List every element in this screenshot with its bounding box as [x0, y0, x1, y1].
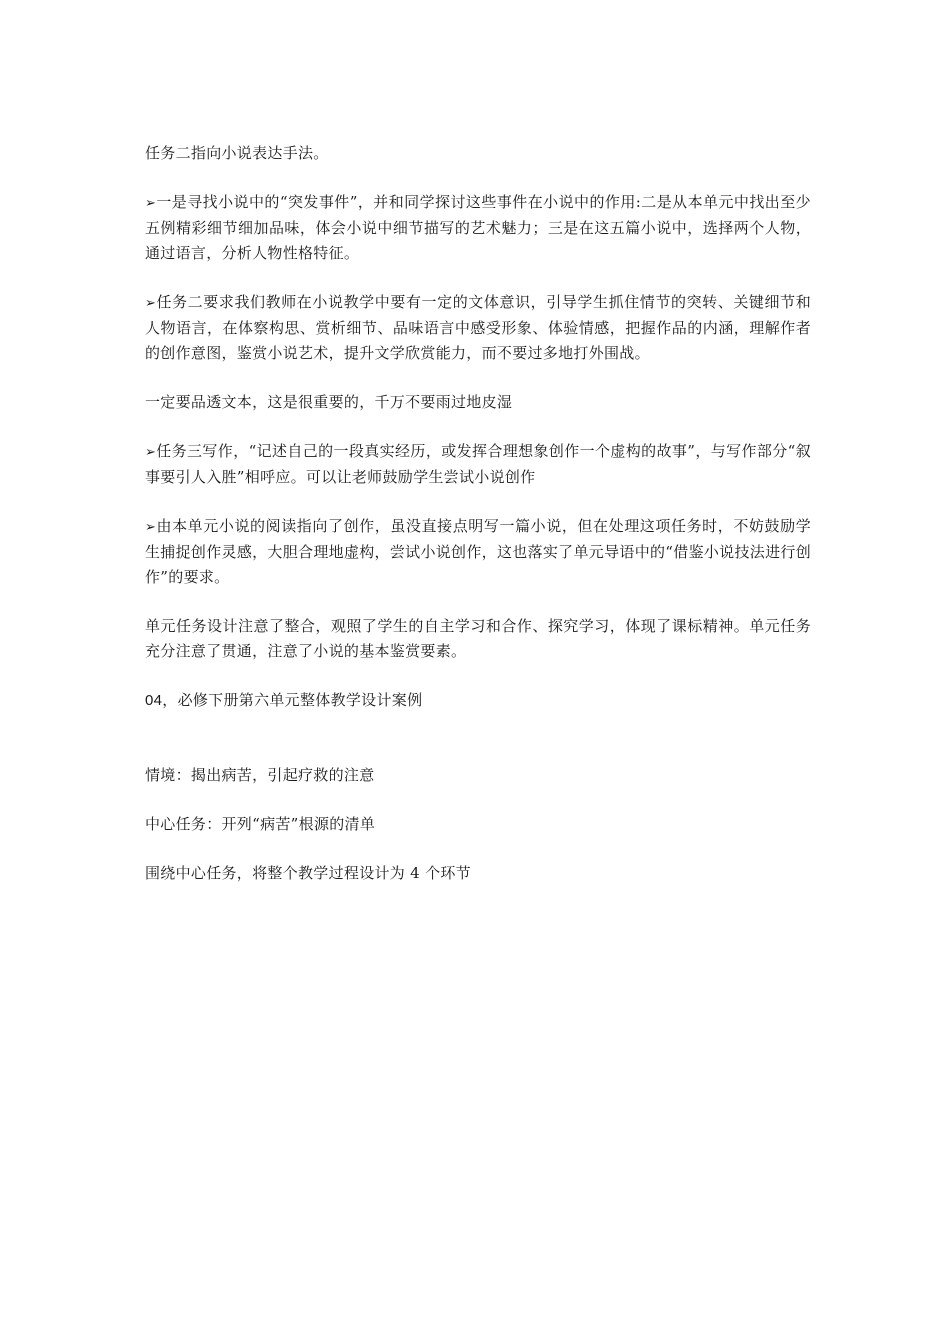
paragraph-task-two-intro	[145, 141, 811, 166]
document-body	[145, 141, 811, 910]
arrow-bullet-icon: ➢	[145, 196, 157, 211]
paragraph-text: 任务三写作，“记述自己的一段真实经历，或发挥合理想象创作一个虚构的故事”，与写作部分“叙事要引人入胜”相呼应。可以让老师鼓励学生尝试小说创作	[145, 442, 811, 486]
paragraph-unit-design-summary	[145, 614, 811, 664]
paragraph-text: 一是寻找小说中的“突发事件”，并和同学探讨这些事件在小说中的作用:二是从本单元中找出至少五例精彩细节细加品味，体会小说中细节描写的艺术魅力；三是在这五篇小说中，选择两个人物，通过语言，分析人物性格特征。	[145, 193, 811, 262]
paragraph-task-two-requirements	[145, 290, 811, 366]
paragraph-text: 单元任务设计注意了整合，观照了学生的自主学习和合作、探究学习，体现了课标精神。单元任务充分注意了贯通，注意了小说的基本鉴赏要素。	[145, 617, 811, 660]
paragraph-task-two-details	[145, 190, 811, 266]
arrow-bullet-icon: ➢	[145, 445, 157, 460]
paragraph-text: 一定要品透文本，这是很重要的，千万不要雨过地皮湿	[145, 393, 513, 411]
paragraph-text: 中心任务：开列“病苦”根源的清单	[145, 815, 376, 833]
paragraph-text: 情境：揭出病苦，引起疗救的注意	[145, 766, 375, 784]
paragraph-reading-to-creation	[145, 514, 811, 590]
paragraph-four-stages	[145, 861, 811, 886]
arrow-bullet-icon: ➢	[145, 296, 157, 311]
paragraph-text: 任务二要求我们教师在小说教学中要有一定的文体意识，引导学生抓住情节的突转、关键细节和人物语言，在体察构思、赏析细节、品味语言中感受形象、体验情感，把握作品的内涵，理解作者的创作意图，鉴赏小说艺术，提升文学欣赏能力，而不要过多地打外围战。	[145, 293, 811, 362]
paragraph-read-text-deeply	[145, 390, 811, 415]
section-heading-04	[145, 688, 811, 713]
paragraph-text: 围绕中心任务，将整个教学过程设计为 4 个环节	[145, 864, 471, 882]
paragraph-central-task	[145, 812, 811, 837]
paragraph-text: 04，必修下册第六单元整体教学设计案例	[145, 692, 423, 709]
paragraph-scenario	[145, 763, 811, 788]
paragraph-task-three-writing	[145, 439, 811, 490]
paragraph-text: 由本单元小说的阅读指向了创作，虽没直接点明写一篇小说，但在处理这项任务时，不妨鼓励学生捕捉创作灵感，大胆合理地虚构，尝试小说创作，这也落实了单元导语中的“借鉴小说技法进行创作”的要求。	[145, 517, 811, 586]
arrow-bullet-icon: ➢	[145, 520, 157, 535]
paragraph-text: 任务二指向小说表达手法。	[145, 144, 329, 162]
